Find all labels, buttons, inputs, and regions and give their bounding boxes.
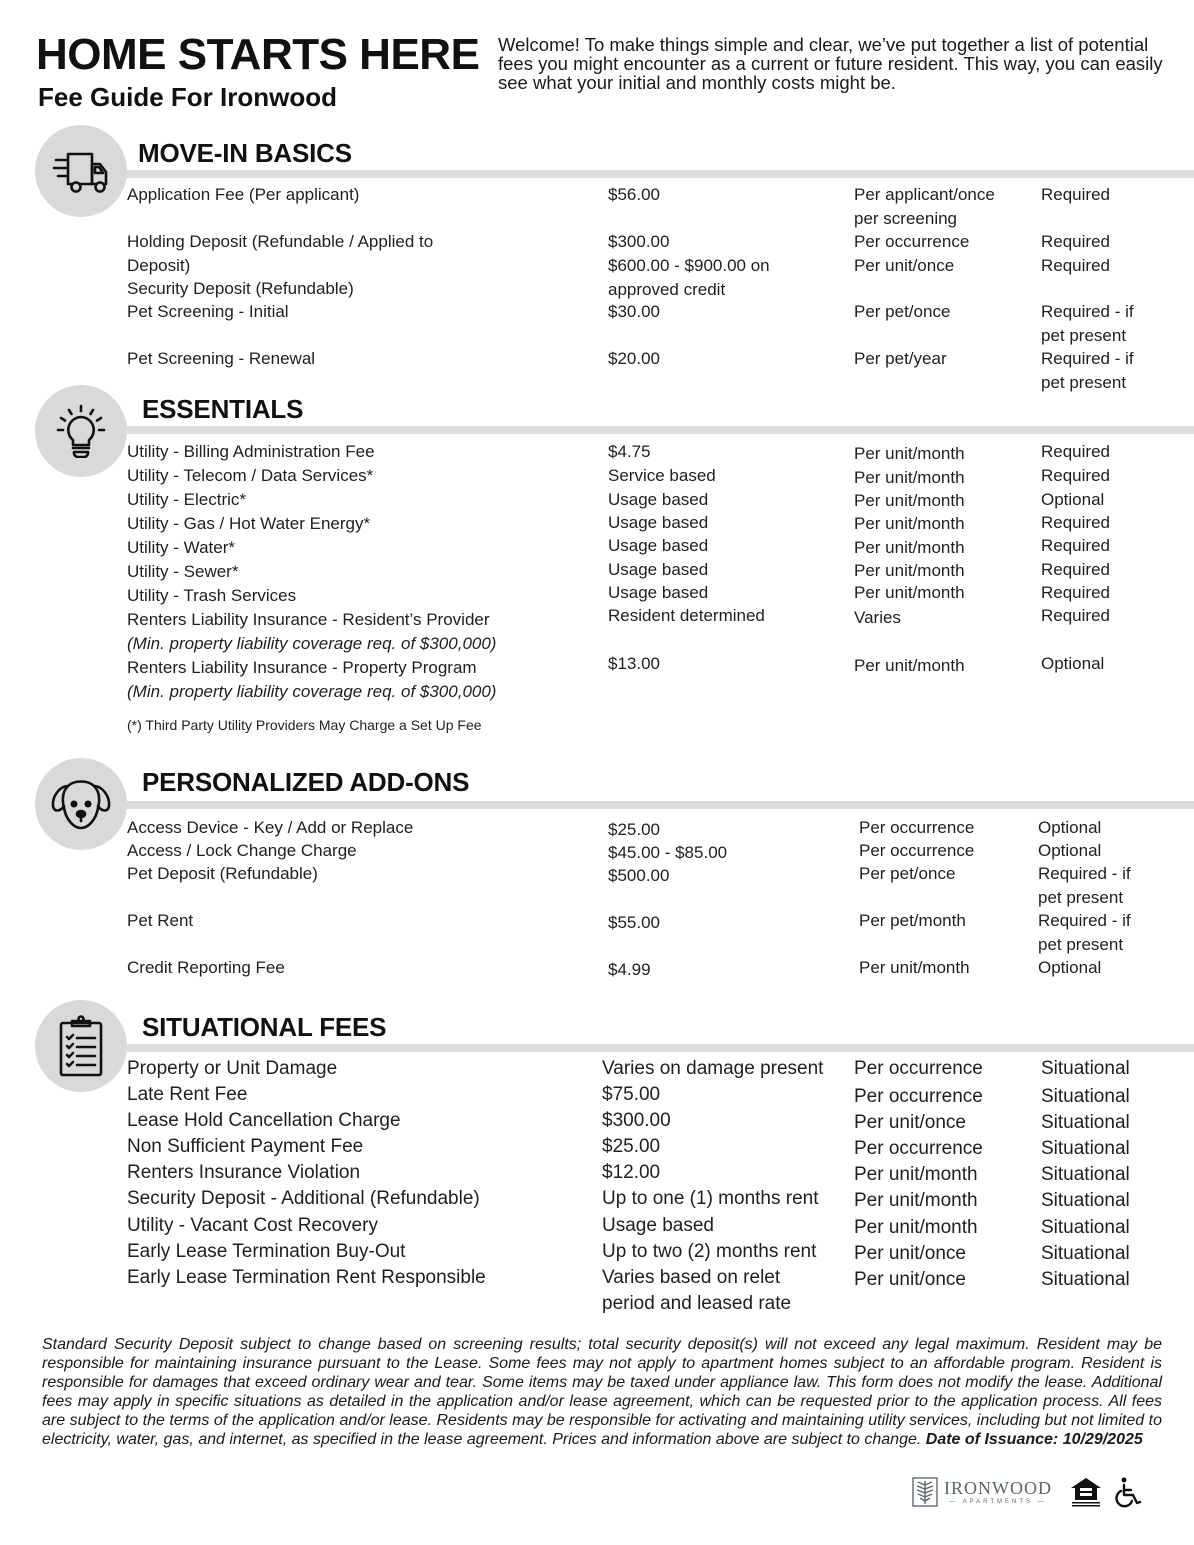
fee-name: Lease Hold Cancellation Charge — [127, 1110, 401, 1131]
fee-name: Utility - Billing Administration Fee — [127, 442, 375, 461]
fee-status: Optional — [1038, 818, 1102, 837]
fee-frequency: Per unit/month — [859, 958, 970, 977]
fee-frequency: Per occurrence — [854, 1138, 983, 1159]
page-subtitle: Fee Guide For Ironwood — [38, 82, 337, 112]
fee-frequency: Varies — [854, 608, 901, 627]
utility-footnote: (*) Third Party Utility Providers May Charge a Set Up Fee — [127, 717, 482, 733]
issuance-date: Date of Issuance: 10/29/2025 — [925, 1431, 1143, 1448]
fee-name: Utility - Trash Services — [127, 586, 297, 605]
fee-frequency: Per unit/month — [854, 1164, 978, 1185]
fee-status: Situational — [1041, 1112, 1130, 1133]
fee-name: Utility - Telecom / Data Services* — [127, 466, 374, 485]
fee-amount: $55.00 — [608, 913, 660, 932]
fee-name: Access Device - Key / Add or Replace — [127, 818, 414, 837]
fee-frequency: Per unit/once — [854, 256, 955, 275]
fee-name: Pet Screening - Renewal — [127, 349, 316, 368]
fee-status: Situational — [1041, 1269, 1130, 1290]
fee-name: Holding Deposit (Refundable / Applied to Deposit) — [127, 232, 434, 275]
fee-status: Situational — [1041, 1164, 1130, 1185]
fee-amount: Up to one (1) months rent — [602, 1188, 819, 1209]
fee-name: Credit Reporting Fee — [127, 958, 285, 977]
fee-amount: Usage based — [608, 536, 709, 555]
fee-amount: Varies on damage present — [602, 1058, 824, 1079]
fee-status: Required — [1041, 606, 1110, 625]
fee-amount: $600.00 - $900.00 on approved credit — [608, 256, 770, 299]
fee-frequency: Per occurrence — [859, 841, 975, 860]
fee-frequency: Per unit/month — [854, 468, 965, 487]
fee-name: Pet Deposit (Refundable) — [127, 864, 318, 883]
fee-status: Required — [1041, 513, 1110, 532]
section-title-addons: PERSONALIZED ADD-ONS — [142, 767, 470, 797]
fee-status: Required — [1041, 256, 1110, 275]
fee-status: Required - if pet present — [1038, 864, 1131, 907]
fee-name: Utility - Sewer* — [127, 562, 239, 581]
fee-amount: Usage based — [602, 1215, 714, 1236]
fee-name: Utility - Water* — [127, 538, 235, 557]
fee-status: Required — [1041, 232, 1110, 251]
lightbulb-icon-circle — [35, 385, 127, 477]
fee-amount: Usage based — [608, 583, 709, 602]
section-divider — [126, 1044, 1194, 1052]
fee-note: (Min. property liability coverage req. of $300,000) — [127, 634, 497, 653]
fee-name: Renters Liability Insurance - Resident’s Provider — [127, 610, 490, 629]
fee-status: Required — [1041, 536, 1110, 555]
fee-frequency: Per unit/month — [854, 444, 965, 463]
fee-frequency: Per unit/month — [854, 538, 965, 557]
fee-frequency: Per unit/month — [854, 583, 965, 602]
fee-status: Optional — [1038, 841, 1102, 860]
clipboard-checklist-icon — [58, 1015, 104, 1077]
fee-amount: Varies based on relet period and leased rate — [602, 1267, 792, 1314]
fee-frequency: Per unit/month — [854, 491, 965, 510]
fee-amount: $4.75 — [608, 442, 651, 461]
fee-amount: Usage based — [608, 560, 709, 579]
fee-frequency: Per occurrence — [854, 1086, 983, 1107]
fee-name: Pet Rent — [127, 911, 194, 930]
fee-frequency: Per unit/month — [854, 561, 965, 580]
ironwood-leaf-icon — [912, 1477, 938, 1507]
fee-frequency: Per pet/once — [859, 864, 956, 883]
fee-name: Utility - Electric* — [127, 490, 247, 509]
fee-amount: $20.00 — [608, 349, 660, 368]
moving-truck-icon-circle — [35, 125, 127, 217]
equal-housing-icon — [1068, 1476, 1104, 1508]
fee-status: Required - if pet present — [1038, 911, 1131, 954]
fee-name: Security Deposit - Additional (Refundable) — [127, 1188, 480, 1209]
fee-frequency: Per unit/once — [854, 1269, 966, 1290]
footer-logos — [912, 1476, 1144, 1508]
fee-amount: Usage based — [608, 490, 709, 509]
fee-status: Required — [1041, 442, 1110, 461]
fee-status: Required — [1041, 583, 1110, 602]
fee-note: (Min. property liability coverage req. of $300,000) — [127, 682, 497, 701]
fee-name: Non Sufficient Payment Fee — [127, 1136, 364, 1157]
fee-name: Application Fee (Per applicant) — [127, 185, 360, 204]
fee-amount: $4.99 — [608, 960, 651, 979]
fee-name: Utility - Gas / Hot Water Energy* — [127, 514, 371, 533]
moving-truck-icon — [52, 148, 110, 194]
fee-amount: $12.00 — [602, 1162, 661, 1183]
fee-status: Situational — [1041, 1086, 1130, 1107]
fee-name: Utility - Vacant Cost Recovery — [127, 1215, 378, 1236]
dog-icon — [48, 776, 114, 832]
fee-amount: $300.00 — [602, 1110, 671, 1131]
welcome-text: Welcome! To make things simple and clear, we’ve put together a list of potential fees you might encounter as a current or future resident. This way, you can easily see what your initial and monthly costs might be. — [498, 34, 1163, 93]
fee-name: Early Lease Termination Rent Responsible — [127, 1267, 486, 1288]
fee-frequency: Per unit/once — [854, 1112, 966, 1133]
fee-name: Renters Insurance Violation — [127, 1162, 361, 1183]
fee-frequency: Per pet/once — [854, 302, 951, 321]
section-divider — [126, 170, 1194, 178]
section-divider — [126, 801, 1194, 809]
fee-status: Situational — [1041, 1138, 1130, 1159]
fee-name: Pet Screening - Initial — [127, 302, 289, 321]
fee-frequency: Per unit/once — [854, 1243, 966, 1264]
fee-frequency: Per unit/month — [854, 1190, 978, 1211]
disclaimer-text — [42, 1335, 1162, 1449]
fee-frequency: Per occurrence — [854, 232, 970, 251]
fee-amount: $45.00 - $85.00 — [608, 843, 728, 862]
fee-frequency: Per pet/month — [859, 911, 966, 930]
fee-status: Optional — [1041, 654, 1105, 673]
fee-status: Situational — [1041, 1058, 1130, 1079]
fee-frequency: Per unit/month — [854, 1217, 978, 1238]
fee-frequency: Per unit/month — [854, 514, 965, 533]
section-title-move-in: MOVE-IN BASICS — [138, 138, 352, 168]
fee-name: Late Rent Fee — [127, 1084, 248, 1105]
fee-frequency: Per occurrence — [859, 818, 975, 837]
fee-amount: $500.00 — [608, 866, 670, 885]
ironwood-logo — [944, 1479, 1052, 1505]
lightbulb-icon — [55, 404, 107, 458]
fee-name: Property or Unit Damage — [127, 1058, 338, 1079]
logo-sub: — APARTMENTS — — [949, 1499, 1047, 1505]
fee-status: Situational — [1041, 1217, 1130, 1238]
fee-status: Required - if pet present — [1041, 302, 1134, 345]
fee-frequency: Per occurrence — [854, 1058, 983, 1079]
wheelchair-accessibility-icon — [1114, 1476, 1144, 1508]
section-title-essentials: ESSENTIALS — [142, 394, 304, 424]
fee-amount: $75.00 — [602, 1084, 661, 1105]
fee-amount: $300.00 — [608, 232, 670, 251]
fee-status: Situational — [1041, 1243, 1130, 1264]
fee-frequency: Per unit/month — [854, 656, 965, 675]
dog-icon-circle — [35, 758, 127, 850]
fee-name: Access / Lock Change Charge — [127, 841, 357, 860]
fee-status: Optional — [1038, 958, 1102, 977]
fee-name: Renters Liability Insurance - Property Program — [127, 658, 477, 677]
fee-status: Required — [1041, 466, 1110, 485]
fee-status: Required - if pet present — [1041, 349, 1134, 392]
fee-name: Early Lease Termination Buy-Out — [127, 1241, 406, 1262]
section-divider — [126, 426, 1194, 434]
fee-status: Optional — [1041, 490, 1105, 509]
fee-amount: $56.00 — [608, 185, 660, 204]
clipboard-icon-circle — [35, 1000, 127, 1092]
fee-amount: $13.00 — [608, 654, 660, 673]
fee-status: Required — [1041, 185, 1110, 204]
logo-name: IRONWOOD — [944, 1478, 1052, 1498]
fee-amount: $25.00 — [602, 1136, 661, 1157]
fee-status: Required — [1041, 560, 1110, 579]
section-title-situational: SITUATIONAL FEES — [142, 1012, 387, 1042]
fee-status: Situational — [1041, 1190, 1130, 1211]
fee-frequency: Per pet/year — [854, 349, 947, 368]
fee-amount: Up to two (2) months rent — [602, 1241, 817, 1262]
fee-frequency: Per applicant/once per screening — [854, 185, 995, 228]
page-title: HOME STARTS HERE — [36, 30, 480, 79]
fee-amount: Service based — [608, 466, 716, 485]
fee-amount: Usage based — [608, 513, 709, 532]
fee-amount: Resident determined — [608, 606, 765, 625]
fee-amount: $30.00 — [608, 302, 660, 321]
fee-amount: $25.00 — [608, 820, 660, 839]
disclaimer-body: Standard Security Deposit subject to change based on screening results; total security deposit(s) will not exceed any legal maximum. Resident may be responsible for maintaining insurance pursuant to the Lease. Some fees may not apply to apartment homes subject to an affordable program. Resident is responsible for damages that exceed ordinary wear and tear. Some items may be taxed under appliance law. This form does not modify the lease. Additional fees may apply in specific situations as detailed in the application and/or lease agreement, which can be requested prior to the application process. All fees are subject to the terms of the application and/or lease. Residents may be responsible for activating and maintaining utility services, including but not limited to electricity, water, gas, and internet, as specified in the lease agreement. Prices and information above are subject to change. — [42, 1336, 1162, 1448]
fee-name: Security Deposit (Refundable) — [127, 279, 354, 298]
